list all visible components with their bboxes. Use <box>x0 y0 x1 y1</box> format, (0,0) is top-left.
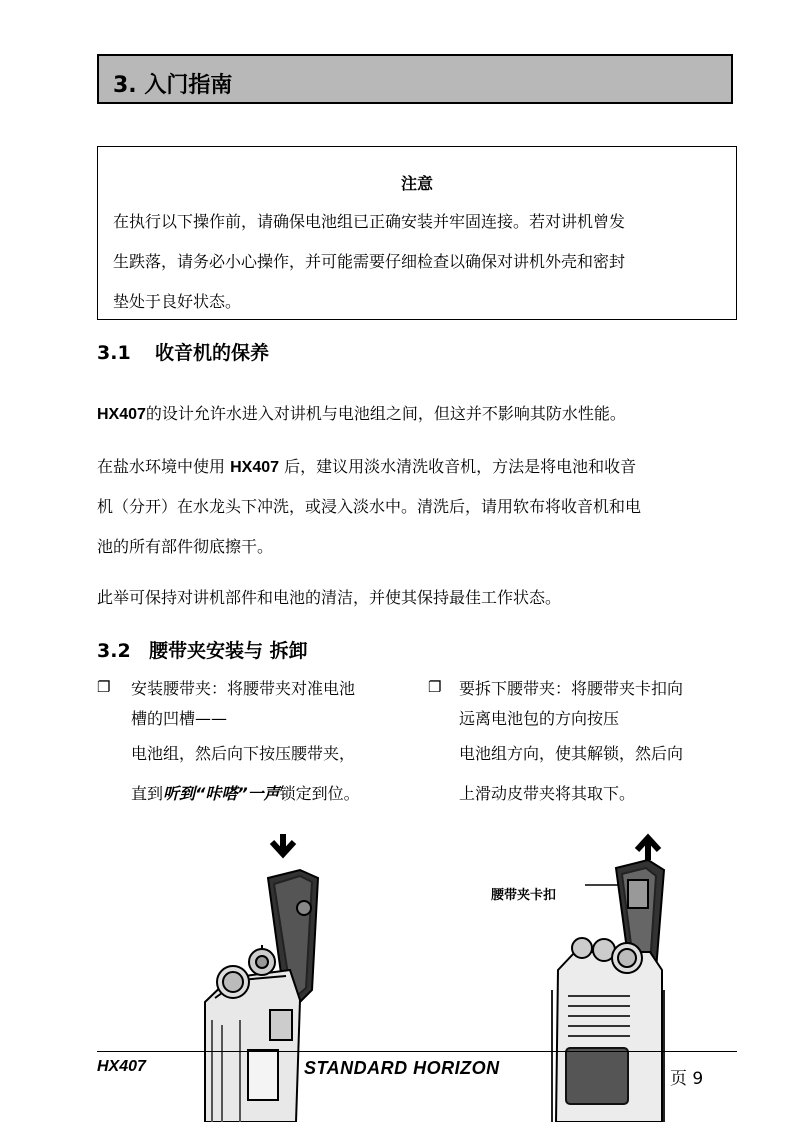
paragraph-text: 后，建议用淡水清洗收音机，方法是将电池和收音 <box>279 457 637 476</box>
section-title: 腰带夹安装与 拆卸 <box>149 640 308 662</box>
section-number: 3.2 <box>97 640 131 662</box>
model-name: HX407 <box>97 406 146 423</box>
paragraph-text: 的设计允许水进入对讲机与电池组之间，但这并不影响其防水性能。 <box>145 404 626 423</box>
install-step-text <box>131 781 360 804</box>
model-name: HX407 <box>230 459 280 476</box>
paragraph <box>97 454 636 477</box>
brand-logo: STANDARD HORIZON <box>304 1058 500 1078</box>
section-title: 收音机的保养 <box>155 342 270 364</box>
paragraph-text: 机（分开）在水龙头下冲洗，或浸入淡水中。清洗后，请用软布将收音机和电 <box>97 497 642 516</box>
notice-title: 注意 <box>400 174 433 193</box>
install-step-text: 槽的凹槽—— <box>131 709 228 728</box>
notice-line: 垫处于良好状态。 <box>113 292 242 311</box>
paragraph-text: 池的所有部件彻底擦干。 <box>97 537 274 556</box>
paragraph-text: 在盐水环境中使用 <box>97 457 231 476</box>
belt-clip-latch-label: 腰带夹卡扣 <box>491 888 557 903</box>
radio-remove-illustration <box>552 860 664 1122</box>
install-step-text: 直到 <box>131 784 164 803</box>
remove-step-text: 要拆下腰带夹：将腰带夹卡扣向 <box>459 679 684 698</box>
checkbox-icon: ❐ <box>97 678 111 696</box>
footer-rule <box>97 1051 737 1052</box>
remove-step-text: 远离电池包的方向按压 <box>459 709 620 728</box>
install-step-text: 安装腰带夹：将腰带夹对准电池 <box>131 679 356 698</box>
notice-line: 生跌落，请务必小心操作，并可能需要仔细检查以确保对讲机外壳和密封 <box>113 252 626 271</box>
footer-model: HX407 <box>97 1058 146 1075</box>
checkbox-icon: ❐ <box>428 678 442 696</box>
section-heading-3-1 <box>97 338 269 365</box>
paragraph <box>97 401 626 424</box>
install-step-text: 锁定到位。 <box>279 784 360 803</box>
notice-box <box>97 146 737 320</box>
radio-install-illustration <box>205 870 318 1122</box>
remove-step-text: 上滑动皮带夹将其取下。 <box>459 784 636 803</box>
paragraph-text: 此举可保持对讲机部件和电池的清洁，并使其保持最佳工作状态。 <box>97 588 562 607</box>
section-heading-3-2 <box>97 636 308 663</box>
remove-step-text: 电池组方向，使其解锁，然后向 <box>459 744 684 763</box>
page-number: 页 9 <box>668 1064 705 1089</box>
notice-line: 在执行以下操作前，请确保电池组已正确安装并牢固连接。若对讲机曾发 <box>113 212 626 231</box>
click-sound-emphasis: 听到“咔嗒”一声 <box>163 784 280 803</box>
chapter-title: 3. 入门指南 <box>113 73 233 98</box>
up-arrow-icon <box>637 838 659 860</box>
chapter-header <box>97 54 733 104</box>
section-number: 3.1 <box>97 342 131 364</box>
down-arrow-icon <box>272 834 294 854</box>
install-step-text: 电池组，然后向下按压腰带夹， <box>131 744 356 763</box>
